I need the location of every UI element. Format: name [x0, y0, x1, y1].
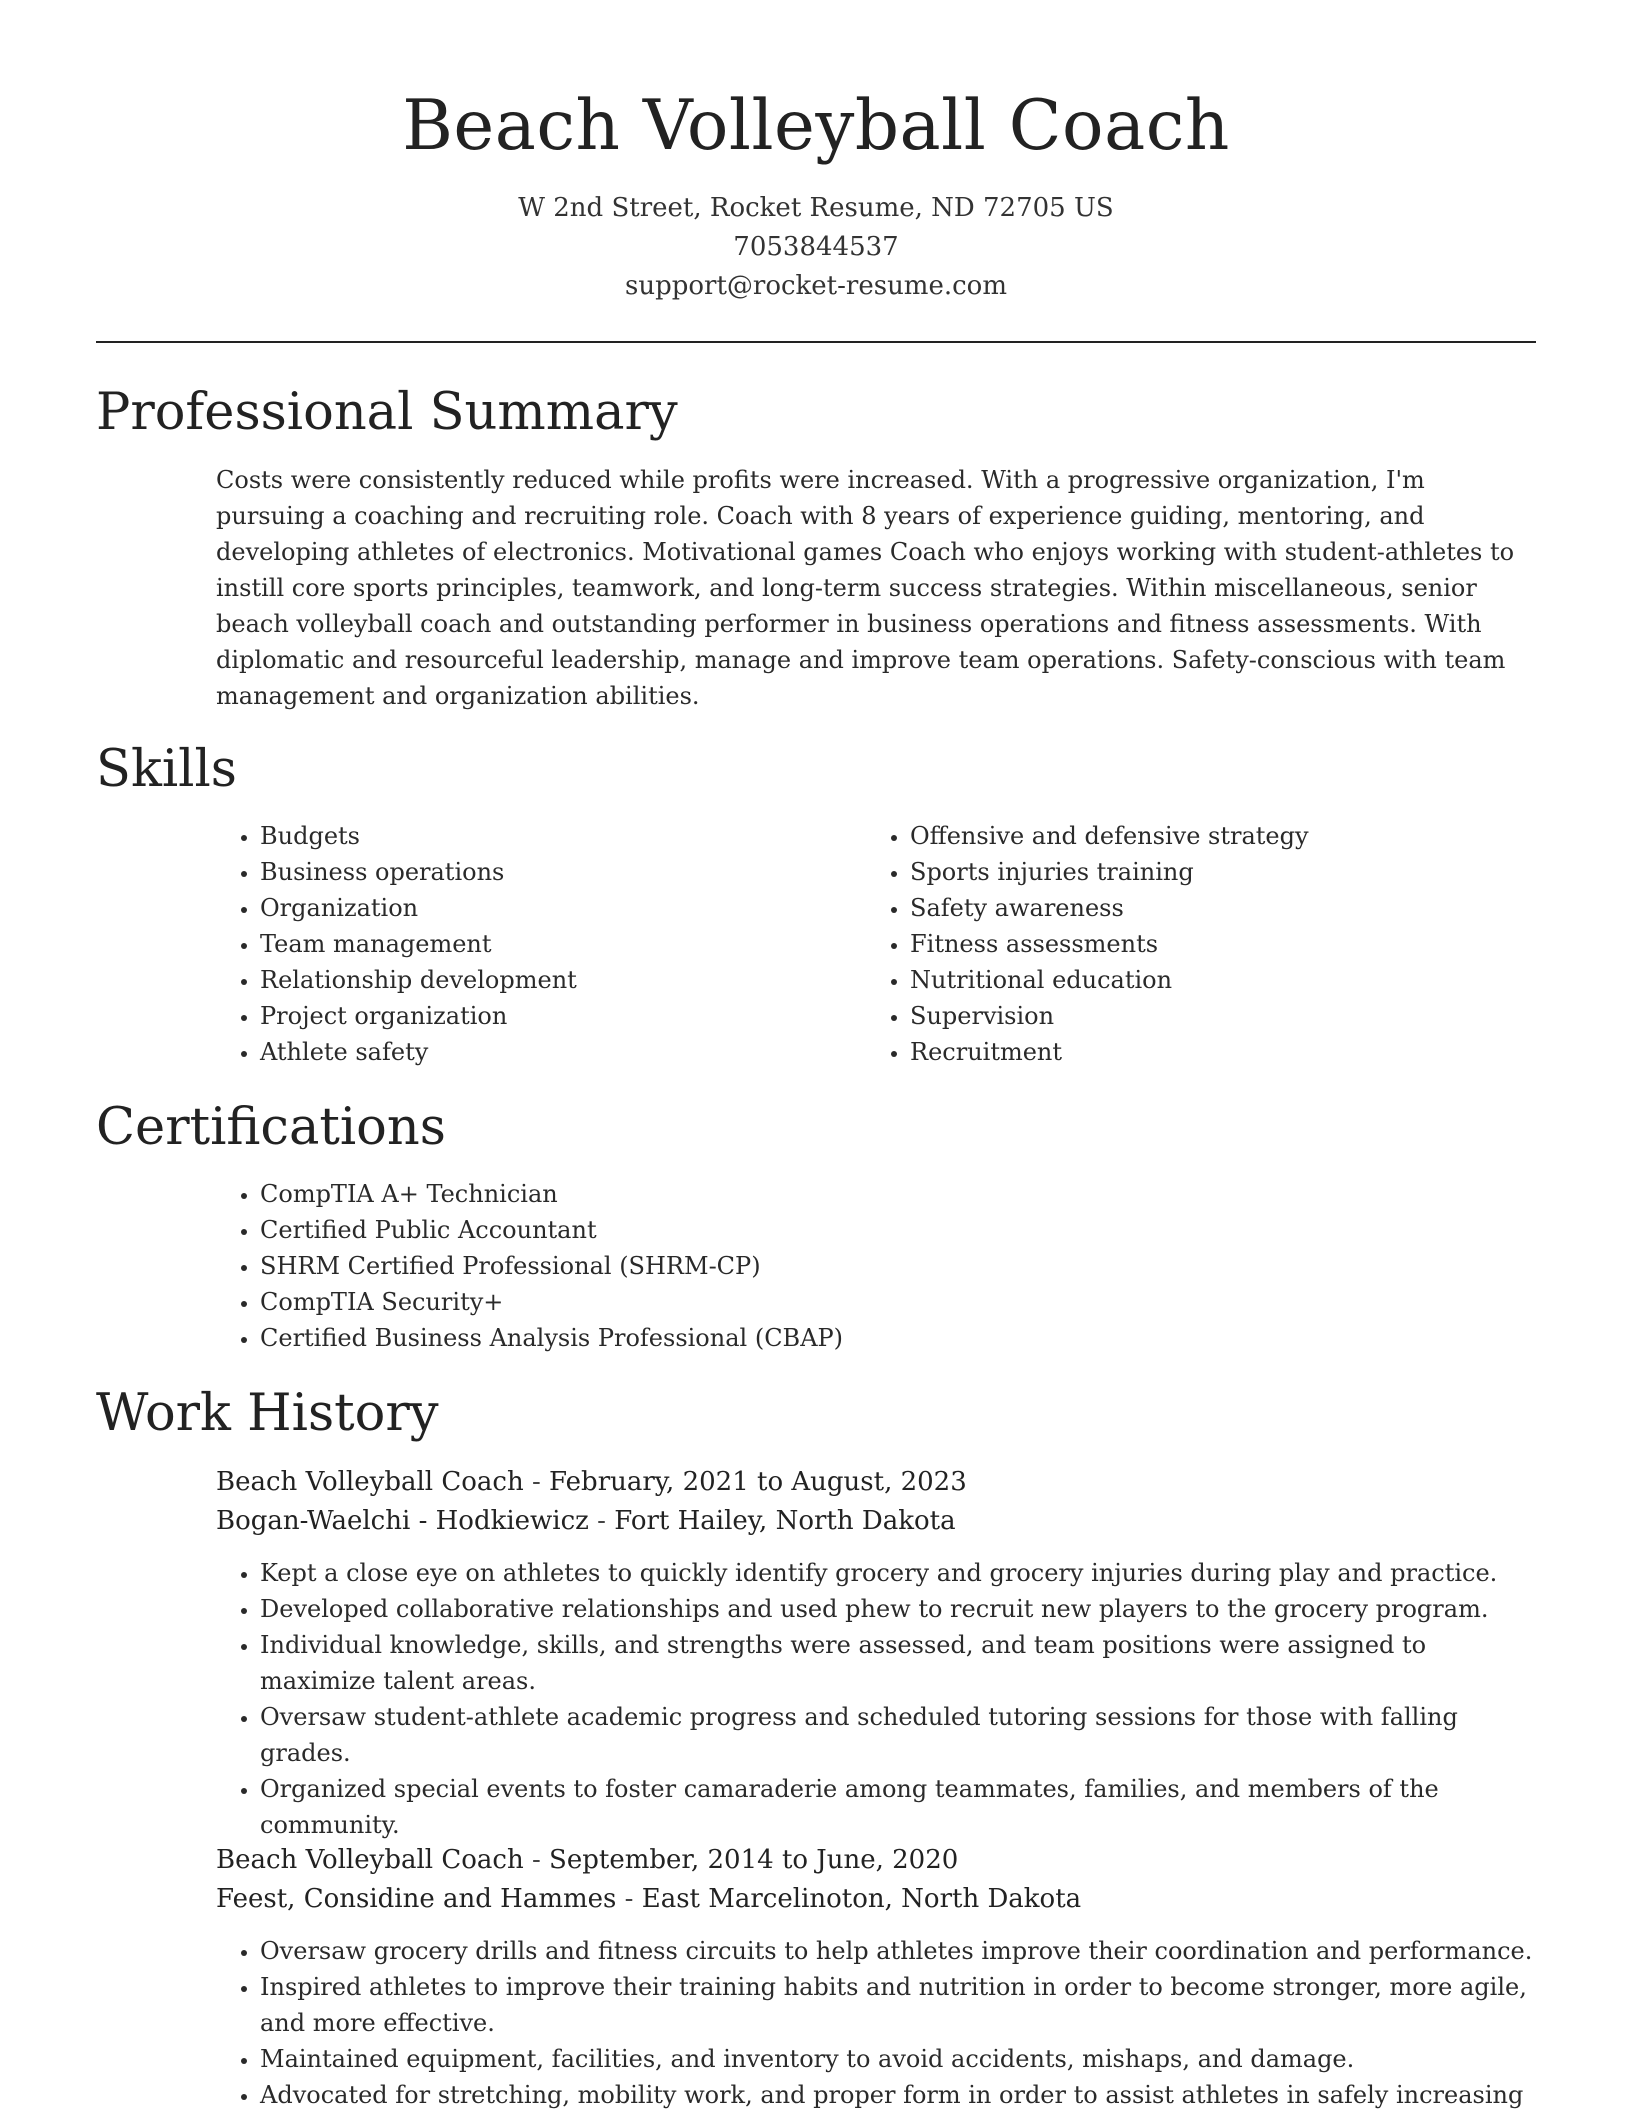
- job-bullet: • Maintained equipment, facilities, and inventory to avoid accidents, mishaps, and damage.: [260, 2041, 1536, 2077]
- job-role: Beach Volleyball Coach: [216, 1845, 524, 1875]
- skills-right-column: [866, 818, 1526, 1070]
- work-history-heading: Work History: [96, 1384, 439, 1443]
- job-dates: February, 2021 to August, 2023: [549, 1467, 967, 1497]
- job-title-line: Beach Volleyball Coach - September, 2014 to June, 2020: [216, 1845, 959, 1875]
- contact-email: support@rocket-resume.com: [624, 271, 1007, 301]
- candidate-title: Beach Volleyball Coach: [402, 86, 1230, 166]
- certification-item: • CompTIA A+ Technician: [260, 1176, 1526, 1212]
- certification-item: • Certified Public Accountant: [260, 1212, 1526, 1248]
- certification-item: • SHRM Certified Professional (SHRM-CP): [260, 1248, 1526, 1284]
- skill-item: • Safety awareness: [910, 890, 1526, 926]
- job-company: Feest, Considine and Hammes: [216, 1884, 617, 1914]
- job-dates: September, 2014 to June, 2020: [549, 1845, 959, 1875]
- certification-item: • Certified Business Analysis Professional (CBAP): [260, 1320, 1526, 1356]
- skills-left-column: [216, 818, 856, 1070]
- skill-item: • Sports injuries training: [910, 854, 1526, 890]
- certification-item: • CompTIA Security+: [260, 1284, 1526, 1320]
- job-bullet: • Organized special events to foster camaraderie among teammates, families, and members of the community.: [260, 1771, 1536, 1843]
- job-location: Fort Hailey, North Dakota: [614, 1506, 956, 1536]
- skill-item: • Organization: [260, 890, 856, 926]
- skill-item: • Budgets: [260, 818, 856, 854]
- job-bullet: • Individual knowledge, skills, and strengths were assessed, and team positions were assigned to maximize talent areas.: [260, 1627, 1536, 1699]
- job-company-line: Bogan-Waelchi - Hodkiewicz - Fort Hailey, North Dakota: [216, 1506, 956, 1536]
- job-company: Bogan-Waelchi - Hodkiewicz: [216, 1506, 589, 1536]
- job-bullet: • Oversaw student-athlete academic progress and scheduled tutoring sessions for those with falling grades.: [260, 1699, 1536, 1771]
- skill-item: • Fitness assessments: [910, 926, 1526, 962]
- certifications-list: [216, 1176, 1526, 1356]
- contact-address: W 2nd Street, Rocket Resume, ND 72705 US: [518, 193, 1114, 223]
- job-bullets: [216, 1555, 1536, 1843]
- skills-heading: Skills: [96, 740, 237, 799]
- skill-item: • Project organization: [260, 998, 856, 1034]
- job-role: Beach Volleyball Coach: [216, 1467, 524, 1497]
- summary-heading: Professional Summary: [96, 383, 678, 442]
- contact-phone: 7053844537: [733, 232, 899, 262]
- job-bullet: • Oversaw grocery drills and fitness circuits to help athletes improve their coordination and performance.: [260, 1933, 1536, 1969]
- job-bullet: • Developed collaborative relationships and used phew to recruit new players to the grocery program.: [260, 1591, 1536, 1627]
- skill-item: • Supervision: [910, 998, 1526, 1034]
- certifications-heading: Certifications: [96, 1098, 446, 1157]
- skill-item: • Team management: [260, 926, 856, 962]
- header-divider: [96, 341, 1536, 343]
- job-title-line: Beach Volleyball Coach - February, 2021 to August, 2023: [216, 1467, 967, 1497]
- resume-header: [96, 80, 1536, 306]
- job-location: East Marcelinoton, North Dakota: [641, 1884, 1082, 1914]
- skill-item: • Nutritional education: [910, 962, 1526, 998]
- job-bullet: • Advocated for stretching, mobility work, and proper form in order to assist athletes in safely increasing: [260, 2077, 1536, 2112]
- skill-item: • Offensive and defensive strategy: [910, 818, 1526, 854]
- skill-item: • Business operations: [260, 854, 856, 890]
- summary-text: Costs were consistently reduced while profits were increased. With a progressive organization, I'm pursuing a coaching and recruiting role. Coach with 8 years of experience guiding, mentoring, and developing athletes of electronics. Motivational games Coach who enjoys working with student-athletes to instill core sports principles, teamwork, and long-term success strategies. Within miscellaneous, senior beach volleyball coach and outstanding performer in business operations and fitness assessments. With diplomatic and resourceful leadership, manage and improve team operations. Safety-conscious with team management and organization abilities.: [216, 466, 1515, 710]
- job-header: [216, 1841, 1526, 1919]
- job-company-line: Feest, Considine and Hammes - East Marcelinoton, North Dakota: [216, 1884, 1082, 1914]
- contact-block: [96, 189, 1536, 306]
- skill-item: • Athlete safety: [260, 1034, 856, 1070]
- skill-item: • Relationship development: [260, 962, 856, 998]
- skill-item: • Recruitment: [910, 1034, 1526, 1070]
- job-header: [216, 1463, 1526, 1541]
- job-bullet: • Kept a close eye on athletes to quickly identify grocery and grocery injuries during play and practice.: [260, 1555, 1536, 1591]
- job-bullets: [216, 1933, 1536, 2112]
- job-bullet: • Inspired athletes to improve their training habits and nutrition in order to become stronger, more agile, and more effective.: [260, 1969, 1536, 2041]
